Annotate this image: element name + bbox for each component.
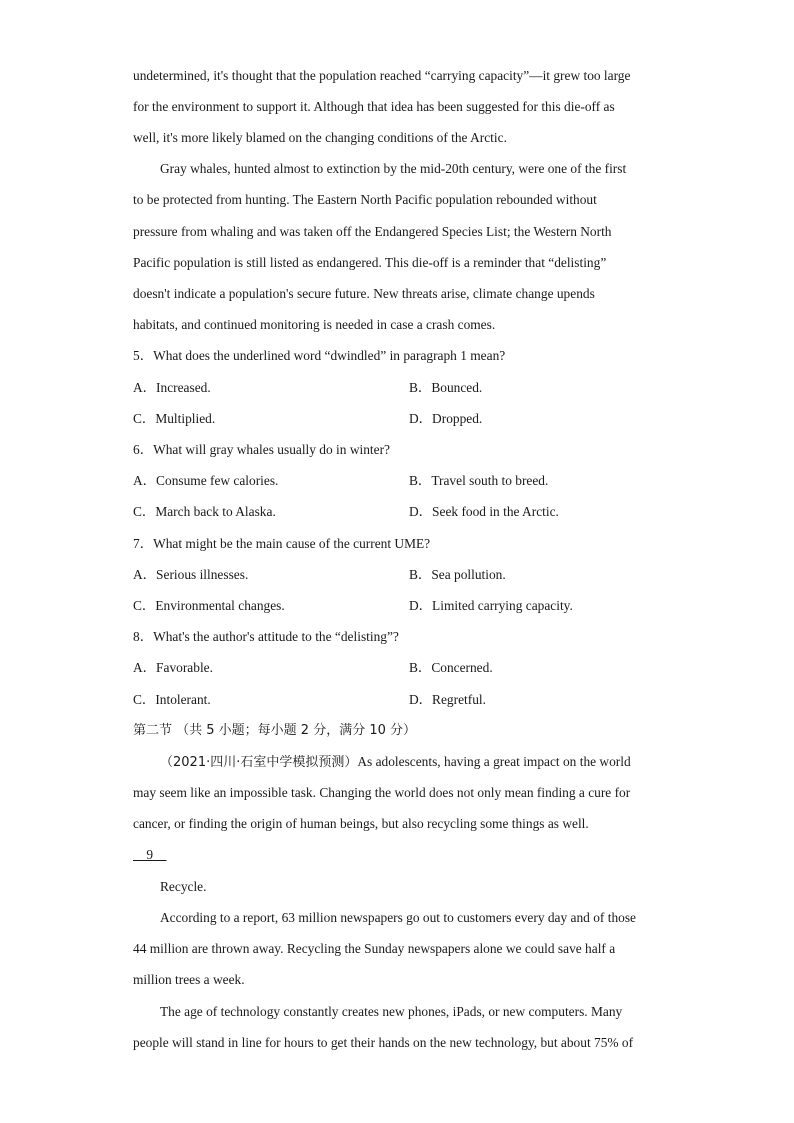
option-b: B．Sea pollution. <box>409 567 506 582</box>
question-stem: 8．What's the author's attitude to the “delisting”? <box>133 629 399 644</box>
option-c: C．Environmental changes. <box>133 598 285 613</box>
intro-line <box>160 753 631 772</box>
recycle-line: Recycle. <box>160 879 207 894</box>
blank-number: 9 <box>133 847 167 862</box>
option-d: D．Limited carrying capacity. <box>409 598 573 613</box>
paragraph-line: 44 million are thrown away. Recycling the Sunday newspapers alone we could save half a <box>133 941 616 956</box>
paragraph-line: Pacific population is still listed as endangered. This die-off is a reminder that “delisting” <box>133 255 607 270</box>
option-c: C．Multiplied. <box>133 411 216 426</box>
option-c: C．March back to Alaska. <box>133 504 276 519</box>
option-d: D．Seek food in the Arctic. <box>409 504 559 519</box>
option-b: B．Bounced. <box>409 380 483 395</box>
paragraph-line: habitats, and continued monitoring is needed in case a crash comes. <box>133 317 496 332</box>
option-a: A．Favorable. <box>133 660 213 675</box>
paragraph-line: well, it's more likely blamed on the changing conditions of the Arctic. <box>133 130 507 145</box>
option-b: B．Concerned. <box>409 660 493 675</box>
option-d: D．Dropped. <box>409 411 483 426</box>
paragraph-line: may seem like an impossible task. Changing the world does not only mean finding a cure for <box>133 785 631 800</box>
option-a: A．Consume few calories. <box>133 473 279 488</box>
option-a: A．Increased. <box>133 380 211 395</box>
paragraph-line: people will stand in line for hours to get their hands on the new technology, but about 75% of <box>133 1035 634 1050</box>
paragraph-line: doesn't indicate a population's secure future. New threats arise, climate change upends <box>133 286 595 301</box>
paragraph-line: for the environment to support it. Although that idea has been suggested for this die-off as <box>133 99 615 114</box>
intro-text: As adolescents, having a great impact on the world <box>357 754 631 769</box>
paragraph-line: million trees a week. <box>133 972 245 987</box>
option-d: D．Regretful. <box>409 692 486 707</box>
section-heading: 第二节 （共 5 小题；每小题 2 分，满分 10 分） <box>133 723 417 738</box>
question-stem: 5．What does the underlined word “dwindled” in paragraph 1 mean? <box>133 348 506 363</box>
blank-9 <box>133 846 166 864</box>
paragraph-line: The age of technology constantly creates new phones, iPads, or new computers. Many <box>160 1004 623 1019</box>
option-a: A．Serious illnesses. <box>133 567 249 582</box>
option-c: C．Intolerant. <box>133 692 211 707</box>
paragraph-line: undetermined, it's thought that the population reached “carrying capacity”—it grew too large <box>133 68 631 83</box>
paragraph-line: pressure from whaling and was taken off the Endangered Species List; the Western North <box>133 224 612 239</box>
paragraph-line: cancer, or finding the origin of human beings, but also recycling some things as well. <box>133 816 589 831</box>
paragraph-line: to be protected from hunting. The Eastern North Pacific population rebounded without <box>133 192 597 207</box>
question-stem: 6．What will gray whales usually do in winter? <box>133 442 390 457</box>
question-stem: 7．What might be the main cause of the current UME? <box>133 536 431 551</box>
source-note: （2021·四川·石室中学模拟预测） <box>160 755 358 770</box>
paragraph-line: According to a report, 63 million newspapers go out to customers every day and of those <box>160 910 636 925</box>
paragraph-line: Gray whales, hunted almost to extinction by the mid-20th century, were one of the first <box>160 161 627 176</box>
option-b: B．Travel south to breed. <box>409 473 549 488</box>
